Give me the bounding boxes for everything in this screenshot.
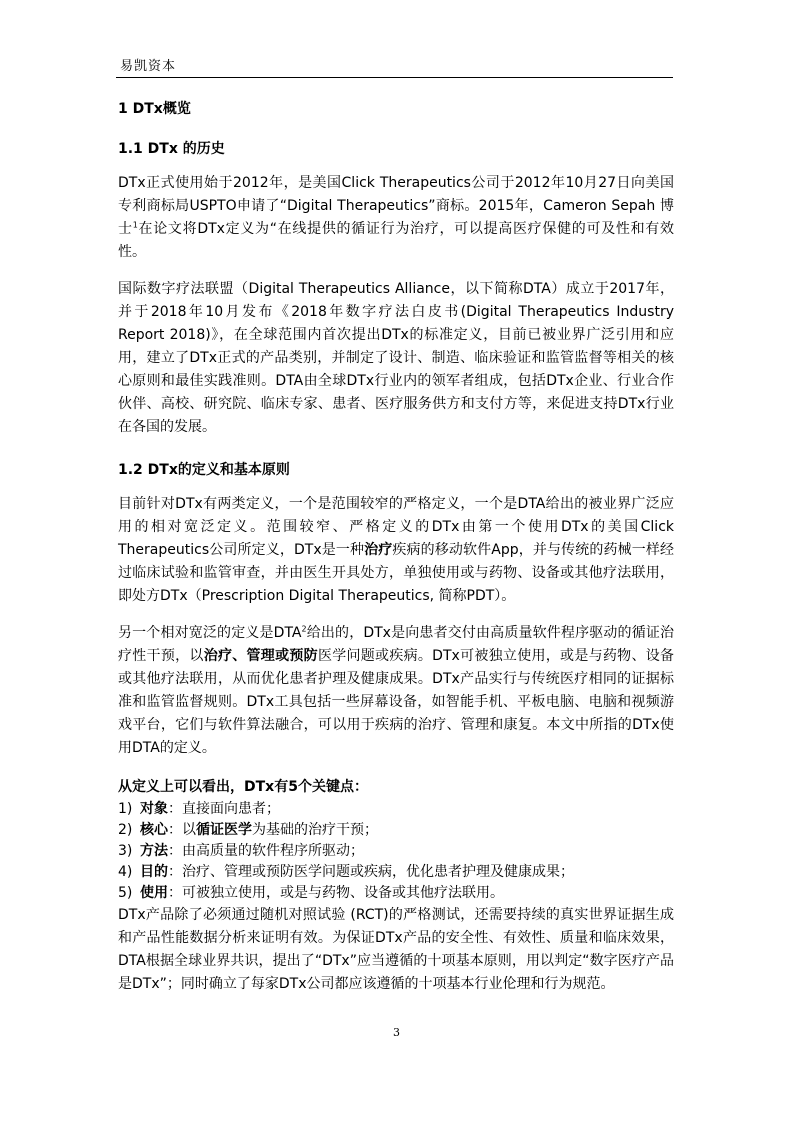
footnote-ref-2[interactable]: 2 [301, 624, 307, 634]
list-item [118, 883, 674, 904]
header-divider [116, 77, 673, 78]
list-text: 为基础的治疗干预； [252, 822, 378, 838]
list-label: 目的 [140, 864, 168, 880]
section-1-2-title: 1.2 DTx的定义和基本原则 [118, 462, 290, 478]
bold-term: 治疗、管理或预防 [203, 648, 318, 664]
key-points-list [118, 799, 674, 904]
list-number: 4) [118, 864, 133, 880]
list-label: 对象 [140, 801, 168, 817]
text-run: DTx正式使用始于2012年，是美国Click Therapeutics公司于2012年10月27日向美国专利商标局USPTO申请了“Digital Therapeutics”商标。2015年，Cameron Sepah 博士 [118, 175, 674, 237]
definition-paragraph-2 [118, 622, 674, 760]
list-number: 2) [118, 822, 133, 838]
text-run: 目前针对DTx有两类定义，一个是范围较窄的严格定义，一个是DTA给出的被业界广泛应用的相对宽泛定义。范围较窄、严格定义的DTx由第一个使用DTx的美国Click Therapeutics公司所定义，DTx是一种 [118, 496, 674, 558]
section-1-1-title: 1.1 DTx 的历史 [118, 141, 225, 157]
bold-term: 治疗 [364, 542, 393, 558]
text-run: 给出的，DTx是向患者交付由高质量软件程序驱动的循证治疗性干预，以 [118, 625, 674, 664]
list-text: ：直接面向患者； [168, 801, 280, 817]
list-item [118, 799, 674, 820]
list-text: ：可被独立使用，或是与药物、设备或其他疗法联用。 [168, 885, 504, 901]
list-number: 1) [118, 801, 133, 817]
list-text: ：由高质量的软件程序所驱动； [168, 843, 364, 859]
footnote-ref-1[interactable]: 1 [132, 220, 138, 230]
page-number: 3 [393, 1026, 400, 1039]
page-content [118, 96, 674, 996]
bold-term: 循证医学 [196, 822, 252, 838]
list-item [118, 862, 674, 883]
list-number: 3) [118, 843, 133, 859]
list-label: 使用 [140, 885, 168, 901]
definition-paragraph-1 [118, 493, 674, 608]
list-number: 5) [118, 885, 133, 901]
list-text: ：治疗、管理或预防医学问题或疾病，优化患者护理及健康成果； [168, 864, 574, 880]
list-item [118, 841, 674, 862]
list-label: 方法 [140, 843, 168, 859]
text-run: 另一个相对宽泛的定义是DTA [118, 625, 302, 641]
text-run: 在论文将DTx定义为“在线提供的循证行为治疗，可以提高医疗保健的可及性和有效性。 [118, 221, 675, 260]
text-run: 疾病的移动软件App，并与传统的药械一样经过临床试验和监管审查，并由医生开具处方，单独使用或与药物、设备或其他疗法联用，即处方DTx（Prescription Digital Therapeutics, 简称PDT）。 [118, 542, 675, 604]
text-run: 医学问题或疾病。DTx可被独立使用，或是与药物、设备或其他疗法联用，从而优化患者护理及健康成果。DTx产品实行与传统医疗相同的证据标准和监管监督规则。DTx工具包括一些屏幕设备，如智能手机、平板电脑、电脑和视频游戏平台，它们与软件算法融合，可以用于疾病的治疗、管理和康复。本文中所指的DTx使用DTA的定义。 [118, 648, 675, 756]
history-paragraph-1 [118, 172, 674, 264]
list-item [118, 820, 674, 841]
section-1-title: 1 DTx概览 [118, 101, 191, 117]
list-text: ：以 [168, 822, 196, 838]
key-points-title: 从定义上可以看出，DTx有5个关键点： [118, 779, 368, 795]
header-title: 易凯资本 [120, 59, 177, 74]
list-label: 核心 [140, 822, 168, 838]
principles-paragraph: DTx产品除了必须通过随机对照试验 (RCT)的严格测试，还需要持续的真实世界证据生成和产品性能数据分析来证明有效。为保证DTx产品的安全性、有效性、质量和临床效果，DTA根据全球业界共识，提出了“DTx”应当遵循的十项基本原则，用以判定“数字医疗产品是DTx”；同时确立了每家DTx公司都应该遵循的十项基本行业伦理和行为规范。 [118, 907, 674, 992]
history-paragraph-2: 国际数字疗法联盟（Digital Therapeutics Alliance，以下简称DTA）成立于2017年，并于2018年10月发布《2018年数字疗法白皮书(Digital Therapeutics Industry Report 2018)》，在全球范围内首次提出DTx的标准定义，目前已被业界广泛引用和应用，建立了DTx正式的产品类别，并制定了设计、制造、临床验证和监管监督等相关的核心原则和最佳实践准则。DTA由全球DTx行业内的领军者组成，包括DTx企业、行业合作伙伴、高校、研究院、临床专家、患者、医疗服务供方和支付方等，来促进支持DTx行业在各国的发展。 [118, 281, 674, 435]
